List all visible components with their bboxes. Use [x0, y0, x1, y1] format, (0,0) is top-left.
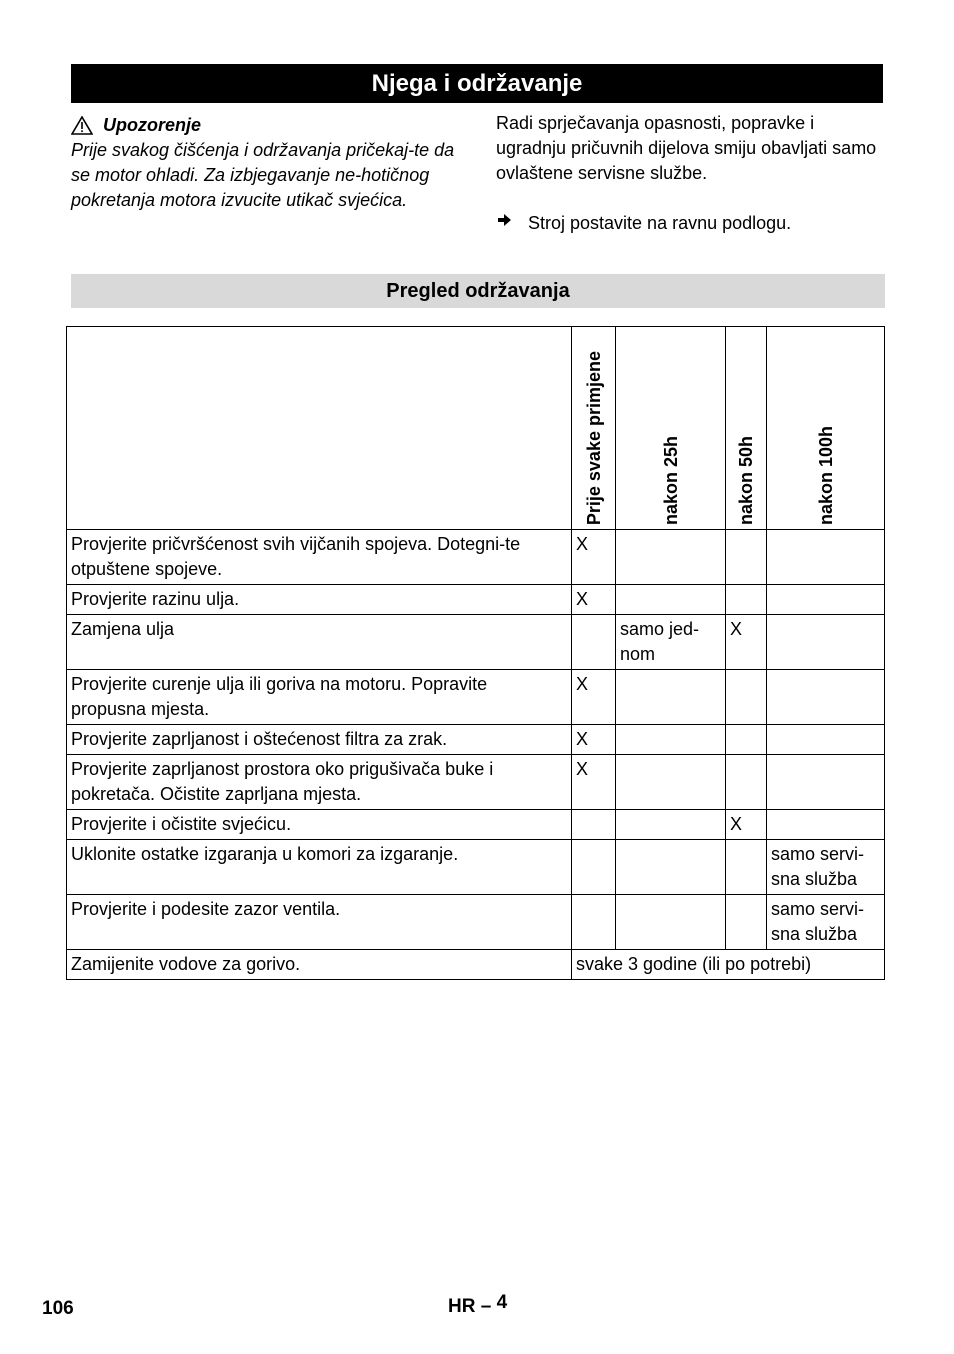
- task-cell: Provjerite zaprljanost prostora oko prigušivača buke i pokretača. Očistite zaprljana mjesta.: [67, 755, 572, 810]
- table-row: [67, 840, 885, 895]
- interval-cell: [572, 840, 616, 895]
- task-cell: Provjerite curenje ulja ili goriva na motoru. Popravite propusna mjesta.: [67, 670, 572, 725]
- header-25h: nakon 25h: [616, 327, 726, 530]
- interval-cell: [572, 810, 616, 840]
- interval-cell: [767, 530, 885, 585]
- arrow-right-icon: [496, 211, 518, 236]
- warning-text: Prije svakog čišćenja i održavanja pričekaj-te da se motor ohladi. Za izbjegavanje ne-hotičnog pokretanja motora izvucite utikač svjećica.: [71, 140, 455, 210]
- interval-cell: [616, 585, 726, 615]
- page-title: Njega i održavanje: [71, 64, 883, 103]
- interval-cell: [726, 840, 767, 895]
- intro-block: [496, 111, 886, 236]
- interval-cell: [616, 840, 726, 895]
- task-cell: Provjerite razinu ulja.: [67, 585, 572, 615]
- interval-cell: [616, 530, 726, 585]
- footer-subpage: 4: [496, 1292, 508, 1313]
- page-number: 106: [42, 1298, 74, 1319]
- footer-dash: –: [480, 1296, 492, 1317]
- warning-heading: [71, 113, 466, 138]
- step-text: Stroj postavite na ravnu podlogu.: [528, 213, 792, 233]
- warning-heading-label: Upozorenje: [103, 115, 202, 135]
- interval-cell: X: [572, 755, 616, 810]
- table-row: [67, 585, 885, 615]
- interval-cell: samo servi-sna služba: [767, 840, 885, 895]
- header-100h: nakon 100h: [767, 327, 885, 530]
- table-row: [67, 725, 885, 755]
- interval-cell: [726, 755, 767, 810]
- interval-cell: X: [726, 810, 767, 840]
- header-task: [67, 327, 572, 530]
- interval-cell: [767, 725, 885, 755]
- table-row: [67, 810, 885, 840]
- table-header-row: [67, 327, 885, 530]
- interval-cell: [726, 585, 767, 615]
- table-row: [67, 615, 885, 670]
- warning-triangle-icon: [71, 116, 93, 135]
- task-cell: Provjerite i očistite svjećicu.: [67, 810, 572, 840]
- task-cell: Uklonite ostatke izgaranja u komori za izgaranje.: [67, 840, 572, 895]
- interval-cell: [767, 615, 885, 670]
- task-cell: Zamjena ulja: [67, 615, 572, 670]
- interval-cell: [616, 725, 726, 755]
- task-cell: Zamijenite vodove za gorivo.: [67, 950, 572, 980]
- interval-cell: X: [726, 615, 767, 670]
- interval-cell: [572, 615, 616, 670]
- table-row: [67, 670, 885, 725]
- warning-block: [71, 113, 466, 213]
- footer-section: [448, 1292, 508, 1318]
- task-cell: Provjerite pričvršćenost svih vijčanih spojeva. Dotegni-te otpuštene spojeve.: [67, 530, 572, 585]
- task-cell: Provjerite zaprljanost i oštećenost filtra za zrak.: [67, 725, 572, 755]
- interval-cell: X: [572, 585, 616, 615]
- interval-cell: [726, 530, 767, 585]
- footer-language: HR: [448, 1296, 476, 1317]
- interval-cell: X: [572, 670, 616, 725]
- interval-cell: [616, 755, 726, 810]
- table-row: [67, 895, 885, 950]
- interval-cell: X: [572, 725, 616, 755]
- interval-cell: [767, 585, 885, 615]
- header-before-use: Prije svake primjene: [572, 327, 616, 530]
- table-row: [67, 950, 885, 980]
- interval-cell: [726, 895, 767, 950]
- interval-cell: [616, 670, 726, 725]
- step-item: [496, 211, 886, 236]
- table-row: [67, 755, 885, 810]
- interval-cell: [726, 725, 767, 755]
- task-cell: Provjerite i podesite zazor ventila.: [67, 895, 572, 950]
- interval-cell: [726, 670, 767, 725]
- interval-cell: samo servi-sna služba: [767, 895, 885, 950]
- interval-cell: [767, 810, 885, 840]
- interval-cell: [616, 810, 726, 840]
- interval-cell: [572, 895, 616, 950]
- header-50h: nakon 50h: [726, 327, 767, 530]
- interval-cell: [767, 670, 885, 725]
- table-row: [67, 530, 885, 585]
- section-title: Pregled održavanja: [71, 274, 885, 308]
- interval-cell: [767, 755, 885, 810]
- interval-cell: X: [572, 530, 616, 585]
- merged-interval-cell: svake 3 godine (ili po potrebi): [572, 950, 885, 980]
- intro-text: Radi sprječavanja opasnosti, popravke i ugradnju pričuvnih dijelova smiju obavljati samo ovlaštene servisne službe.: [496, 113, 877, 183]
- maintenance-table: [66, 326, 885, 980]
- interval-cell: samo jed-nom: [616, 615, 726, 670]
- interval-cell: [616, 895, 726, 950]
